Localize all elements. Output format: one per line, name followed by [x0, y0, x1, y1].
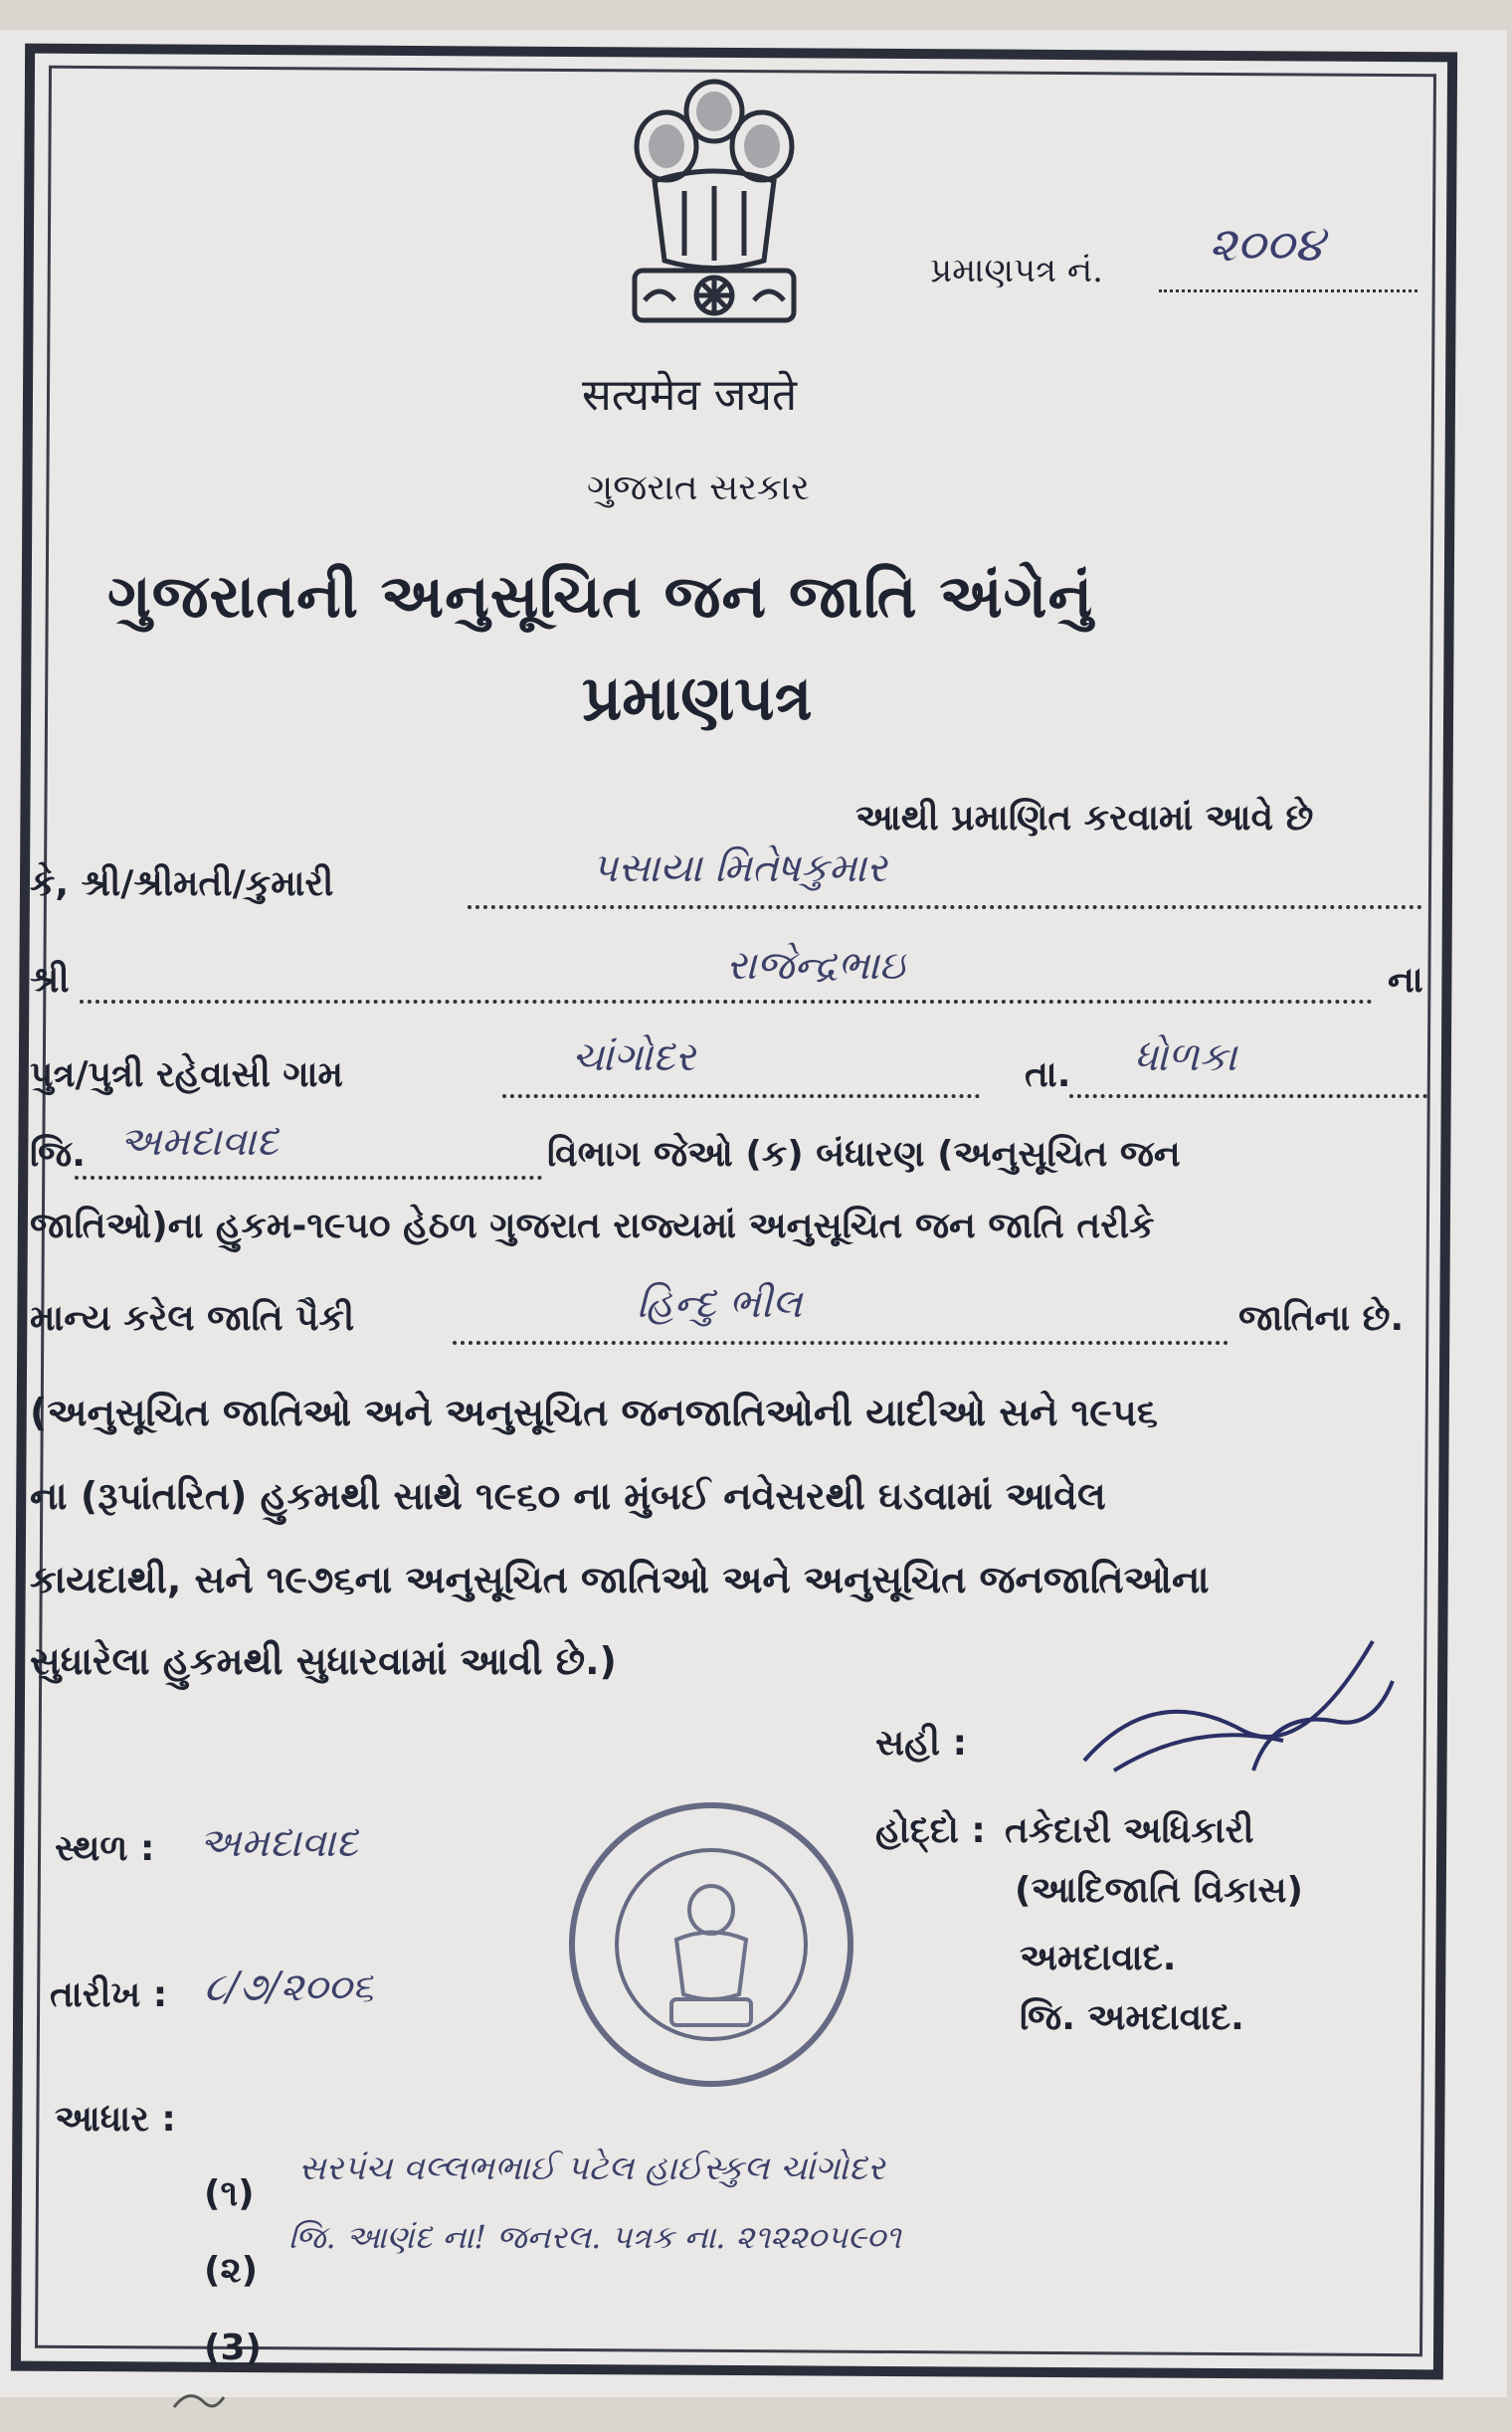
taluka-label: તા.: [1025, 1054, 1071, 1095]
basis-item-2-number: (૨): [204, 2250, 259, 2291]
designation-line-3: અમદાવાદ.: [1020, 1938, 1177, 1978]
caste-line: [453, 1311, 1228, 1345]
taluka-line: [1069, 1064, 1427, 1098]
caste-value: હિન્દુ ભીલ: [637, 1281, 803, 1327]
national-emblem-icon: [615, 62, 814, 360]
district-suffix: વિભાગ જેઓ (ક) બંધારણ (અનુસૂચિત જન: [547, 1134, 1181, 1175]
date-label: તારીખ :: [50, 1974, 168, 2015]
date-value: ૮/૭/૨૦૦૬: [204, 1964, 374, 2010]
basis-item-3-number: (3): [204, 2328, 262, 2368]
paragraph-line-1: (અનુસૂચિત જાતિઓ અને અનુસૂચિત જનજાતિઓની યાદીઓ સને ૧૯૫૬: [30, 1391, 1159, 1434]
government-name: ગુજરાત સરકાર: [587, 468, 810, 508]
basis-label: આધાર :: [55, 2099, 176, 2140]
certificate-number-label: પ્રમાણપત્ર નં.: [930, 251, 1103, 290]
village-label: પુત્ર/પુત્રી રહેવાસી ગામ: [30, 1054, 343, 1095]
village-value: ચાંગોદર: [572, 1034, 696, 1080]
caste-suffix: જાતિના છે.: [1238, 1298, 1405, 1339]
designation-line-4: જિ. અમદાવાદ.: [1020, 1997, 1244, 2038]
signature-scribble: [1074, 1621, 1403, 1800]
place-value: અમદાવાદ: [199, 1820, 358, 1866]
name-value: પસાયા મિતેષકુમાર: [592, 845, 887, 891]
paragraph-line-2: ના (રૂપાંતરિત) હુકમથી સાથે ૧૯૬૦ ના મુંબઈ નવેસરથી ઘડવામાં આવેલ: [30, 1474, 1106, 1518]
certificate-paper: [0, 30, 1507, 2397]
father-label: શ્રી: [30, 960, 70, 1001]
vigilance-officer-seal-icon: [562, 1795, 860, 2094]
basis-item-1-text: સરપંચ વલ્લભભાઈ પટેલ હાઈસ્કુલ ચાંગોદર: [298, 2149, 885, 2188]
title-line-2: પ્રમાણપત્ર: [582, 661, 813, 734]
caste-label: માન્ય કરેલ જાતિ પૈકી: [30, 1298, 355, 1339]
motto: सत्यमेव जयते: [582, 370, 798, 421]
district-label: જિ.: [30, 1134, 86, 1175]
designation-line-1: તકેદારી અધિકારી: [1005, 1810, 1254, 1851]
district-value: અમદાવાદ: [119, 1119, 279, 1165]
name-label: કે, શ્રી/શ્રીમતી/કુમારી: [30, 863, 334, 904]
taluka-value: ધોળકા: [1134, 1034, 1237, 1080]
designation-line-2: (આદિજાતિ વિકાસ): [1015, 1870, 1303, 1911]
title-line-1: ગુજરાતની અનુસૂચિત જન જાતિ અંગેનું: [107, 562, 1094, 632]
basis-item-2-text: જિ. આણંદ ના! જનરલ. પત્રક ના. ૨૧૨૨૦૫૯૦૧: [288, 2218, 901, 2256]
father-value: રાજેન્દ્રભાઇ: [726, 943, 905, 989]
certificate-number-value: ૨૦૦૪: [1209, 217, 1324, 273]
designation-label: હોદ્દો :: [875, 1810, 986, 1851]
place-label: સ્થળ :: [55, 1828, 155, 1869]
paragraph-line-3: કાયદાથી, સને ૧૯૭૬ના અનુસૂચિત જાતિઓ અને અનુસૂચિત જનજાતિઓના: [30, 1558, 1210, 1601]
paragraph-line-4: સુધારેલા હુકમથી સુધારવામાં આવી છે.): [30, 1639, 617, 1683]
basis-item-1-number: (૧): [204, 2173, 255, 2214]
stamp-smudge-icon: [169, 2382, 229, 2422]
father-suffix: ના: [1388, 960, 1423, 1001]
order-line: જાતિઓ)ના હુકમ-૧૯૫૦ હેઠળ ગુજરાત રાજ્યમાં અનુસૂચિત જન જાતિ તરીકે: [30, 1206, 1155, 1246]
signature-label: સહી :: [875, 1723, 967, 1764]
intro-text: આથી પ્રમાણિત કરવામાં આવે છે: [855, 798, 1314, 839]
